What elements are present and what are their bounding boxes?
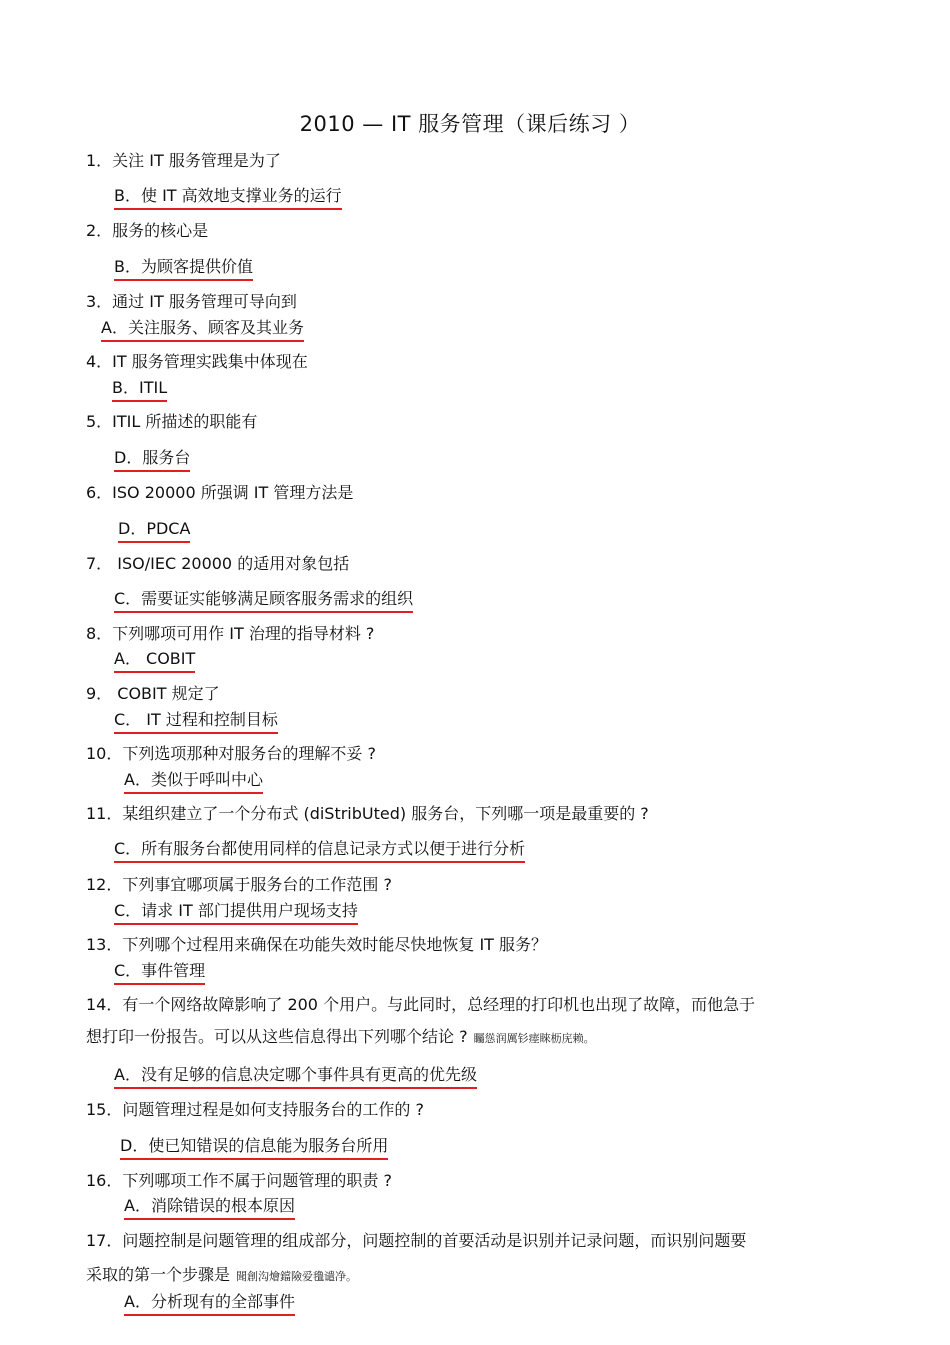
question-17: 17．问题控制是问题管理的组成部分，问题控制的首要活动是识别并记录问题，而识别问题要 [86,1231,747,1250]
answer-7: C．需要证实能够满足顾客服务需求的组织 [114,586,413,613]
question-9: 9． COBIT 规定了 [86,684,220,703]
answer-14: A．没有足够的信息决定哪个事件具有更高的优先级 [114,1062,477,1089]
question-2: 2．服务的核心是 [86,221,209,240]
question-4: 4．IT 服务管理实践集中体现在 [86,352,308,371]
answer-4: B．ITIL [112,375,167,402]
answer-3: A．关注服务、顾客及其业务 [101,315,304,342]
question-6: 6．ISO 20000 所强调 IT 管理方法是 [86,483,354,502]
question-13: 13．下列哪个过程用来确保在功能失效时能尽快地恢复 IT 服务？ [86,935,548,954]
question-12: 12．下列事宜哪项属于服务台的工作范围 ? [86,875,392,894]
question-17-continued: 采取的第一个步骤是 聞創沟燴鐺險爱氇谴净。 [86,1265,358,1284]
answer-12: C．请求 IT 部门提供用户现场支持 [114,898,358,925]
answer-13: C．事件管理 [114,958,205,985]
question-8: 8．下列哪项可用作 IT 治理的指导材料 ? [86,624,375,643]
page-title: 2010 — IT 服务管理（课后练习 ） [299,112,641,136]
question-3: 3．通过 IT 服务管理可导向到 [86,292,297,311]
garbled-note: 矚慫润厲钐瘗睞枥庑赖。 [473,1032,595,1045]
question-11: 11．某组织建立了一个分布式 (diStribUted) 服务台，下列哪一项是最重要的 ? [86,804,649,823]
question-16: 16．下列哪项工作不属于问题管理的职责 ? [86,1171,392,1190]
question-5: 5．ITIL 所描述的职能有 [86,412,258,431]
answer-5: D．服务台 [114,445,190,472]
question-15: 15．问题管理过程是如何支持服务台的工作的 ? [86,1100,424,1119]
answer-8: A． COBIT [114,646,195,673]
garbled-note: 聞創沟燴鐺險爱氇谴净。 [236,1270,358,1283]
answer-16: A．消除错误的根本原因 [124,1193,295,1220]
answer-1: B．使 IT 高效地支撑业务的运行 [114,183,342,210]
answer-10: A．类似于呼叫中心 [124,767,263,794]
question-7: 7． ISO/IEC 20000 的适用对象包括 [86,554,350,573]
answer-2: B．为顾客提供价值 [114,254,253,281]
question-1: 1．关注 IT 服务管理是为了 [86,151,281,170]
question-14-continued: 想打印一份报告。可以从这些信息得出下列哪个结论 ? 矚慫润厲钐瘗睞枥庑赖。 [86,1027,595,1046]
question-10: 10．下列选项那种对服务台的理解不妥 ? [86,744,376,763]
answer-17: A．分析现有的全部事件 [124,1289,295,1316]
question-14: 14．有一个网络故障影响了 200 个用户。与此同时，总经理的打印机也出现了故障，而他急于 [86,995,756,1014]
answer-11: C．所有服务台都使用同样的信息记录方式以便于进行分析 [114,836,525,863]
answer-6: D．PDCA [118,516,190,543]
answer-9: C． IT 过程和控制目标 [114,707,278,734]
answer-15: D．使已知错误的信息能为服务台所用 [120,1133,388,1160]
